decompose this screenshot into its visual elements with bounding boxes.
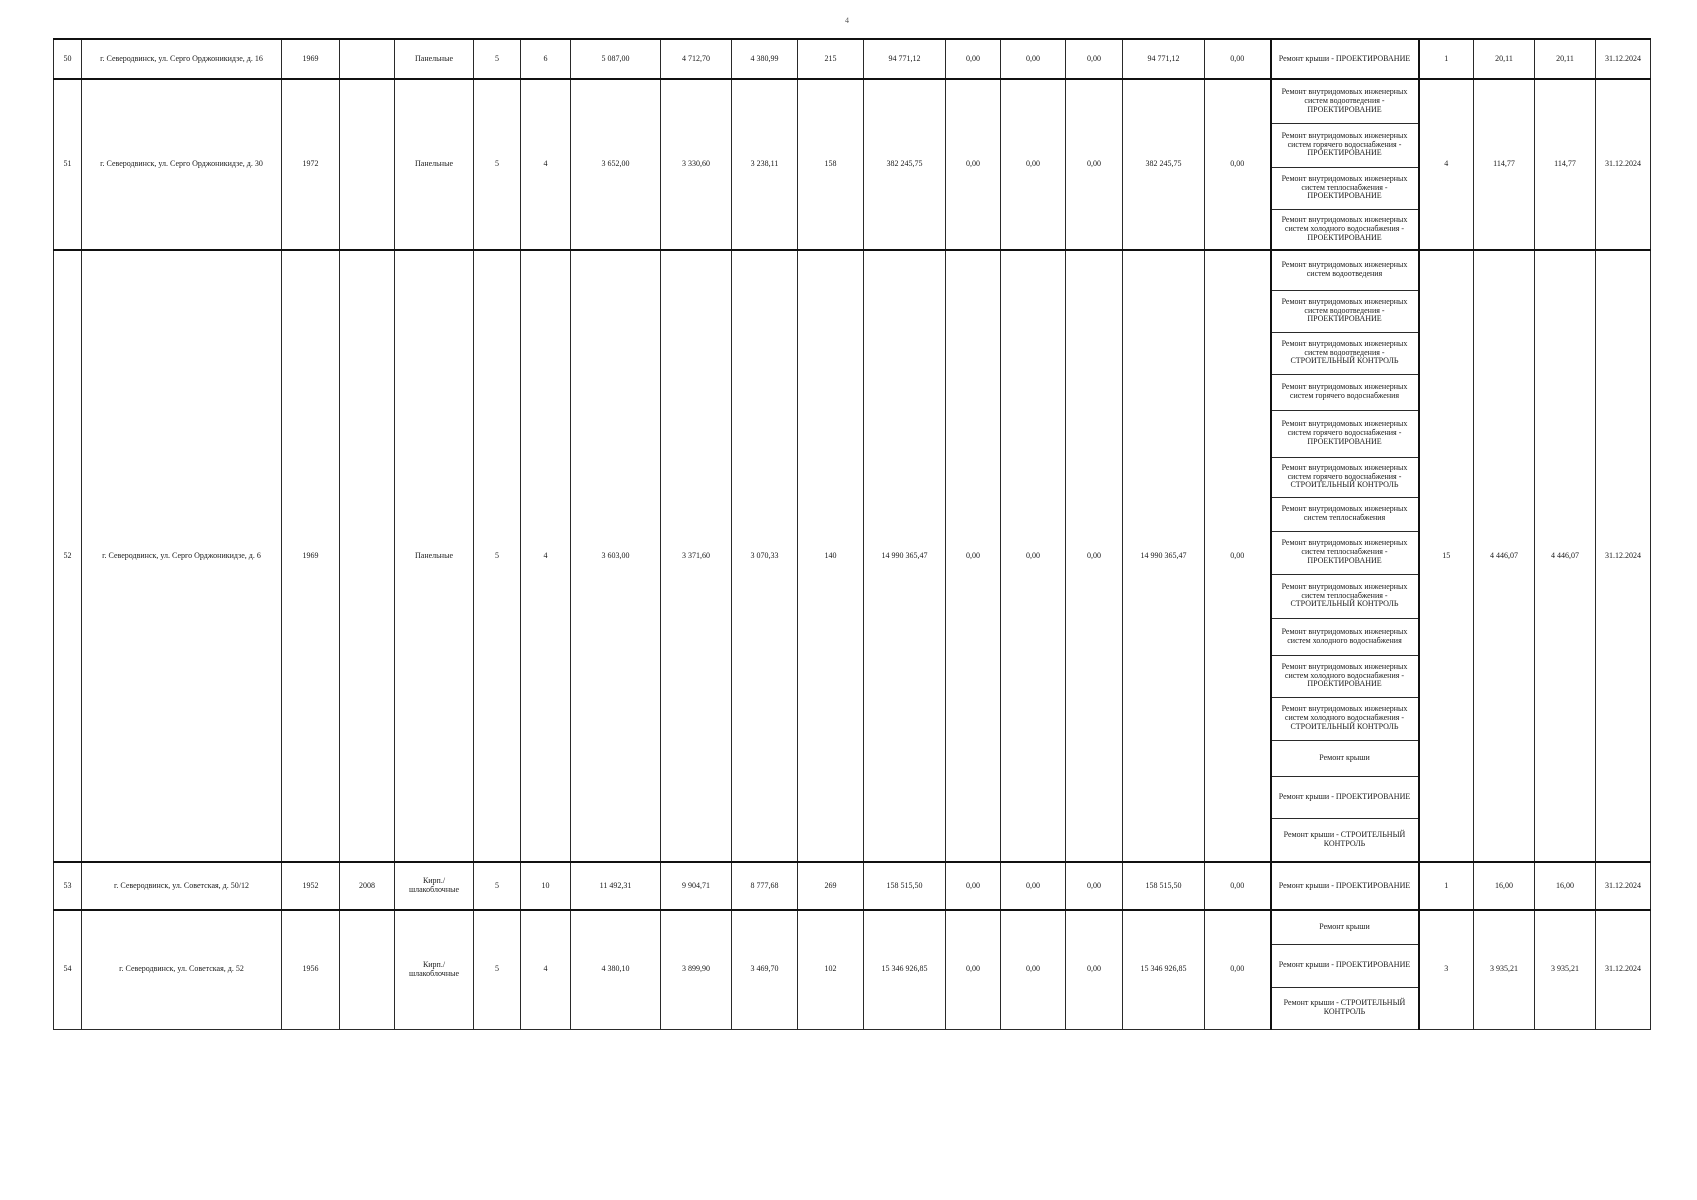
cell-max-cost: 16,00 (1535, 862, 1596, 910)
cell-cost-other: 0,00 (1205, 39, 1271, 79)
cell-cost-local: 0,00 (1066, 39, 1123, 79)
cell-floors: 5 (474, 39, 521, 79)
cell-cost-total: 382 245,75 (864, 79, 946, 250)
cell-max-cost: 4 446,07 (1535, 250, 1596, 862)
cell-row-number: 54 (54, 910, 82, 1029)
cell-year-overhaul (340, 39, 395, 79)
cell-wall-material: Панельные (395, 39, 474, 79)
overhaul-register-table (53, 38, 1651, 1030)
cell-entrances: 4 (521, 250, 571, 862)
cell-work-type: Ремонт крыши - ПРОЕКТИРОВАНИЕ (1271, 776, 1419, 818)
cell-year-built: 1956 (282, 910, 340, 1029)
cell-specific-cost: 3 935,21 (1474, 910, 1535, 1029)
cell-year-overhaul (340, 910, 395, 1029)
cell-cost-regional: 0,00 (1001, 862, 1066, 910)
cell-cost-owners: 158 515,50 (1123, 862, 1205, 910)
cell-row-number: 53 (54, 862, 82, 910)
cell-cost-local: 0,00 (1066, 250, 1123, 862)
cell-cost-local: 0,00 (1066, 910, 1123, 1029)
cell-total-area: 5 087,00 (571, 39, 661, 79)
cell-work-type: Ремонт внутридомовых инженерных систем теплоснабжения (1271, 497, 1419, 531)
cell-area-residential: 3 238,11 (732, 79, 798, 250)
cell-cost-other: 0,00 (1205, 250, 1271, 862)
cell-work-type: Ремонт внутридомовых инженерных систем горячего водоснабжения - ПРОЕКТИРОВАНИЕ (1271, 410, 1419, 457)
cell-cost-owners: 14 990 365,47 (1123, 250, 1205, 862)
cell-cost-regional: 0,00 (1001, 250, 1066, 862)
cell-works-count: 3 (1419, 910, 1474, 1029)
cell-work-type: Ремонт крыши - ПРОЕКТИРОВАНИЕ (1271, 862, 1419, 910)
cell-cost-federal: 0,00 (946, 79, 1001, 250)
cell-specific-cost: 16,00 (1474, 862, 1535, 910)
cell-cost-regional: 0,00 (1001, 79, 1066, 250)
cell-address: г. Северодвинск, ул. Серго Орджоникидзе, д. 6 (82, 250, 282, 862)
cell-cost-regional: 0,00 (1001, 910, 1066, 1029)
cell-cost-total: 14 990 365,47 (864, 250, 946, 862)
table-row (54, 862, 1651, 910)
cell-work-type: Ремонт крыши - ПРОЕКТИРОВАНИЕ (1271, 39, 1419, 79)
cell-year-built: 1969 (282, 39, 340, 79)
cell-residents: 215 (798, 39, 864, 79)
cell-work-type: Ремонт внутридомовых инженерных систем горячего водоснабжения (1271, 374, 1419, 410)
cell-year-overhaul (340, 79, 395, 250)
table-row (54, 39, 1651, 79)
cell-year-built: 1972 (282, 79, 340, 250)
cell-work-type: Ремонт внутридомовых инженерных систем теплоснабжения - СТРОИТЕЛЬНЫЙ КОНТРОЛЬ (1271, 574, 1419, 618)
cell-year-built: 1952 (282, 862, 340, 910)
cell-deadline: 31.12.2024 (1596, 39, 1651, 79)
cell-cost-owners: 94 771,12 (1123, 39, 1205, 79)
cell-wall-material: Панельные (395, 250, 474, 862)
cell-work-type: Ремонт внутридомовых инженерных систем горячего водоснабжения - ПРОЕКТИРОВАНИЕ (1271, 123, 1419, 167)
cell-area-premises: 3 899,90 (661, 910, 732, 1029)
cell-work-type: Ремонт крыши (1271, 910, 1419, 944)
cell-floors: 5 (474, 910, 521, 1029)
cell-floors: 5 (474, 79, 521, 250)
cell-work-type: Ремонт внутридомовых инженерных систем холодного водоснабжения (1271, 618, 1419, 655)
cell-cost-other: 0,00 (1205, 910, 1271, 1029)
cell-area-residential: 4 380,99 (732, 39, 798, 79)
cell-work-type: Ремонт внутридомовых инженерных систем водоотведения - ПРОЕКТИРОВАНИЕ (1271, 290, 1419, 332)
cell-specific-cost: 4 446,07 (1474, 250, 1535, 862)
cell-max-cost: 3 935,21 (1535, 910, 1596, 1029)
cell-work-type: Ремонт внутридомовых инженерных систем теплоснабжения - ПРОЕКТИРОВАНИЕ (1271, 167, 1419, 209)
cell-address: г. Северодвинск, ул. Советская, д. 50/12 (82, 862, 282, 910)
cell-cost-other: 0,00 (1205, 862, 1271, 910)
cell-wall-material: Панельные (395, 79, 474, 250)
cell-work-type: Ремонт внутридомовых инженерных систем холодного водоснабжения - ПРОЕКТИРОВАНИЕ (1271, 209, 1419, 250)
cell-max-cost: 20,11 (1535, 39, 1596, 79)
cell-area-premises: 3 330,60 (661, 79, 732, 250)
cell-residents: 102 (798, 910, 864, 1029)
cell-work-type: Ремонт крыши - СТРОИТЕЛЬНЫЙ КОНТРОЛЬ (1271, 987, 1419, 1029)
cell-cost-federal: 0,00 (946, 862, 1001, 910)
cell-works-count: 1 (1419, 39, 1474, 79)
cell-deadline: 31.12.2024 (1596, 862, 1651, 910)
cell-cost-federal: 0,00 (946, 39, 1001, 79)
cell-total-area: 11 492,31 (571, 862, 661, 910)
cell-area-residential: 3 469,70 (732, 910, 798, 1029)
cell-total-area: 4 380,10 (571, 910, 661, 1029)
cell-entrances: 4 (521, 79, 571, 250)
cell-year-overhaul: 2008 (340, 862, 395, 910)
table-row (54, 250, 1651, 290)
cell-area-residential: 8 777,68 (732, 862, 798, 910)
cell-cost-total: 94 771,12 (864, 39, 946, 79)
cell-residents: 158 (798, 79, 864, 250)
cell-deadline: 31.12.2024 (1596, 250, 1651, 862)
cell-year-built: 1969 (282, 250, 340, 862)
cell-work-type: Ремонт внутридомовых инженерных систем водоотведения - ПРОЕКТИРОВАНИЕ (1271, 79, 1419, 123)
cell-specific-cost: 114,77 (1474, 79, 1535, 250)
cell-work-type: Ремонт крыши - СТРОИТЕЛЬНЫЙ КОНТРОЛЬ (1271, 818, 1419, 862)
cell-floors: 5 (474, 862, 521, 910)
cell-cost-regional: 0,00 (1001, 39, 1066, 79)
table-row (54, 79, 1651, 123)
cell-max-cost: 114,77 (1535, 79, 1596, 250)
cell-cost-local: 0,00 (1066, 79, 1123, 250)
cell-deadline: 31.12.2024 (1596, 910, 1651, 1029)
cell-cost-federal: 0,00 (946, 250, 1001, 862)
cell-cost-federal: 0,00 (946, 910, 1001, 1029)
cell-entrances: 10 (521, 862, 571, 910)
cell-residents: 140 (798, 250, 864, 862)
cell-total-area: 3 652,00 (571, 79, 661, 250)
cell-wall-material: Кирп./ шлакоблочные (395, 862, 474, 910)
cell-residents: 269 (798, 862, 864, 910)
cell-year-overhaul (340, 250, 395, 862)
cell-address: г. Северодвинск, ул. Серго Орджоникидзе, д. 30 (82, 79, 282, 250)
cell-entrances: 6 (521, 39, 571, 79)
cell-cost-owners: 382 245,75 (1123, 79, 1205, 250)
cell-specific-cost: 20,11 (1474, 39, 1535, 79)
cell-work-type: Ремонт внутридомовых инженерных систем водоотведения (1271, 250, 1419, 290)
cell-area-premises: 4 712,70 (661, 39, 732, 79)
cell-area-residential: 3 070,33 (732, 250, 798, 862)
cell-work-type: Ремонт внутридомовых инженерных систем холодного водоснабжения - ПРОЕКТИРОВАНИЕ (1271, 655, 1419, 697)
cell-work-type: Ремонт крыши - ПРОЕКТИРОВАНИЕ (1271, 944, 1419, 987)
cell-works-count: 1 (1419, 862, 1474, 910)
cell-entrances: 4 (521, 910, 571, 1029)
cell-address: г. Северодвинск, ул. Серго Орджоникидзе, д. 16 (82, 39, 282, 79)
cell-total-area: 3 603,00 (571, 250, 661, 862)
cell-work-type: Ремонт крыши (1271, 740, 1419, 776)
cell-row-number: 52 (54, 250, 82, 862)
cell-cost-total: 158 515,50 (864, 862, 946, 910)
cell-cost-total: 15 346 926,85 (864, 910, 946, 1029)
page-number: 4 (845, 16, 849, 25)
cell-cost-other: 0,00 (1205, 79, 1271, 250)
cell-floors: 5 (474, 250, 521, 862)
cell-area-premises: 9 904,71 (661, 862, 732, 910)
cell-work-type: Ремонт внутридомовых инженерных систем горячего водоснабжения - СТРОИТЕЛЬНЫЙ КОНТРОЛЬ (1271, 457, 1419, 497)
table-row (54, 910, 1651, 944)
cell-deadline: 31.12.2024 (1596, 79, 1651, 250)
cell-cost-local: 0,00 (1066, 862, 1123, 910)
cell-wall-material: Кирп./ шлакоблочные (395, 910, 474, 1029)
cell-work-type: Ремонт внутридомовых инженерных систем теплоснабжения - ПРОЕКТИРОВАНИЕ (1271, 531, 1419, 574)
cell-row-number: 50 (54, 39, 82, 79)
cell-works-count: 4 (1419, 79, 1474, 250)
cell-works-count: 15 (1419, 250, 1474, 862)
cell-area-premises: 3 371,60 (661, 250, 732, 862)
cell-address: г. Северодвинск, ул. Советская, д. 52 (82, 910, 282, 1029)
cell-cost-owners: 15 346 926,85 (1123, 910, 1205, 1029)
cell-row-number: 51 (54, 79, 82, 250)
cell-work-type: Ремонт внутридомовых инженерных систем водоотведения - СТРОИТЕЛЬНЫЙ КОНТРОЛЬ (1271, 332, 1419, 374)
cell-work-type: Ремонт внутридомовых инженерных систем холодного водоснабжения - СТРОИТЕЛЬНЫЙ КОНТРОЛЬ (1271, 697, 1419, 740)
